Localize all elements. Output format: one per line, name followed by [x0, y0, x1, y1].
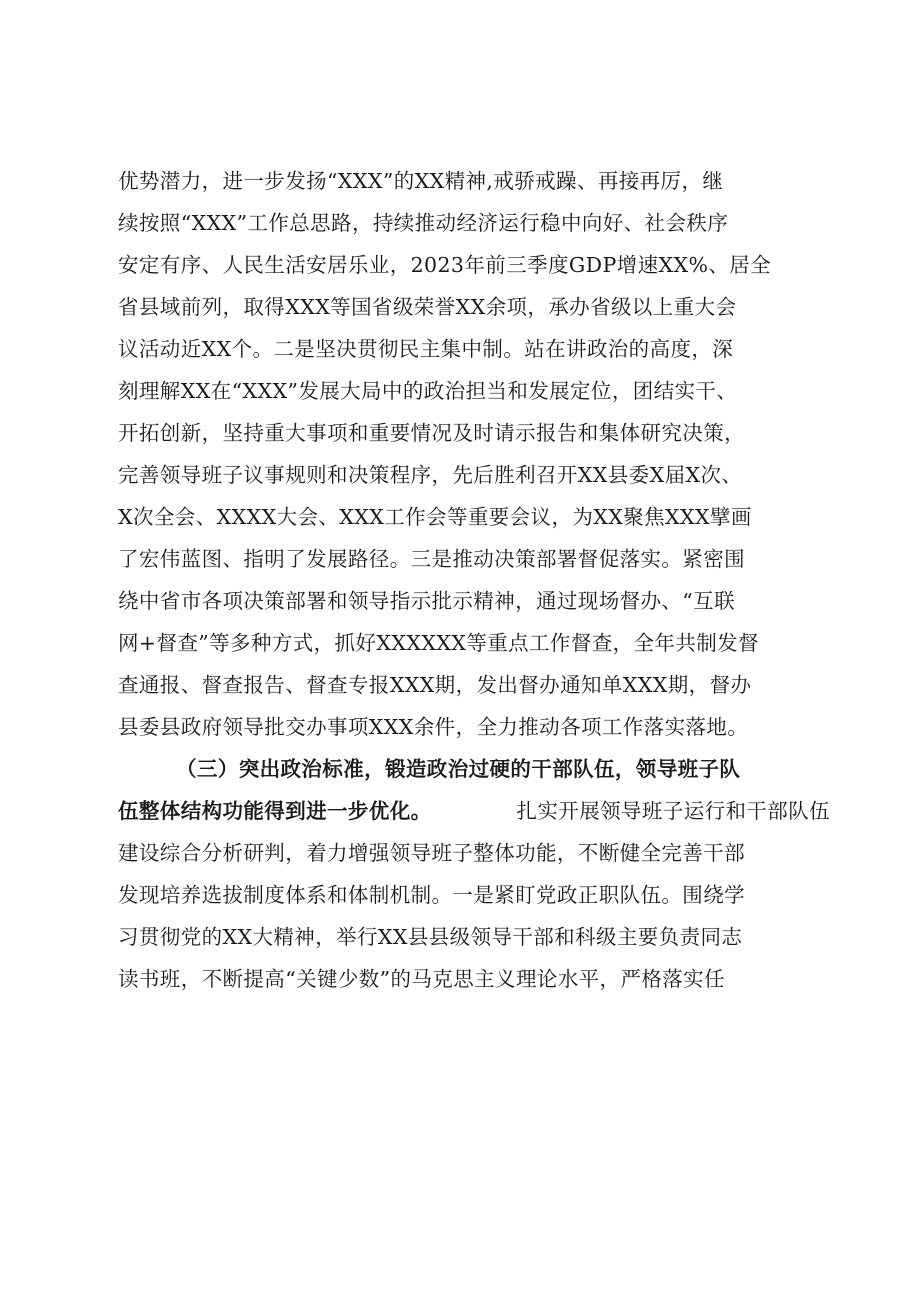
text-line: 了宏伟蓝图、指明了发展路径。三是推动决策部署督促落实。紧密围: [118, 547, 745, 571]
text-line: 发现培养选拔制度体系和体制机制。一是紧盯党政正职队伍。围绕学: [118, 883, 745, 907]
text-line: 开拓创新，坚持重大事项和重要情况及时请示报告和集体研究决策，: [118, 421, 745, 445]
text-line: 读书班，不断提高“关键少数”的马克思主义理论水平，严格落实任: [118, 967, 725, 991]
text-line: 安定有序、人民生活安居乐业，2023年前三季度GDP增速XX%、居全: [118, 253, 772, 277]
text-line: 建设综合分析研判，着力增强领导班子整体功能，不断健全完善干部: [118, 841, 745, 865]
text-line: 查通报、督查报告、督查专报XXX期，发出督办通知单XXX期，督办: [118, 673, 752, 697]
text-line: X次全会、XXXX大会、XXX工作会等重要会议，为XX聚焦XXX擘画: [118, 505, 752, 529]
section-heading-continuation: [118, 790, 830, 832]
text-line: 省县域前列，取得XXX等国省级荣誉XX余项，承办省级以上重大会: [118, 295, 737, 319]
text-line: 刻理解XX在“XXX”发展大局中的政治担当和发展定位，团结实干、: [118, 379, 738, 403]
section-heading-bold: 伍整体结构功能得到进一步优化。: [118, 799, 432, 823]
text-line: 议活动近XX个。二是坚决贯彻民主集中制。站在讲政治的高度，深: [118, 337, 734, 361]
text-line: 习贯彻党的XX大精神，举行XX县县级领导干部和科级主要负责同志: [118, 925, 743, 949]
section-heading: （三）突出政治标准，锻造政治过硬的干部队伍，领导班子队: [176, 757, 741, 781]
document-body: [118, 160, 830, 1000]
text-line: 续按照“XXX”工作总思路，持续推动经济运行稳中向好、社会秩序: [118, 211, 729, 235]
text-line: 网+督查”等多种方式，抓好XXXXXX等重点工作督查，全年共制发督: [118, 631, 759, 655]
text-line: 绕中省市各项决策部署和领导指示批示精神，通过现场督办、“互联: [118, 589, 735, 613]
section-text: 扎实开展领导班子运行和干部队伍: [516, 799, 830, 823]
text-line: 县委县政府领导批交办事项XXX余件，全力推动各项工作落实落地。: [118, 715, 749, 739]
text-line: 完善领导班子议事规则和决策程序，先后胜利召开XX县委X届X次、: [118, 463, 743, 487]
text-line: 优势潜力，进一步发扬“XXX”的XX精神,戒骄戒躁、再接再厉，继: [118, 169, 724, 193]
